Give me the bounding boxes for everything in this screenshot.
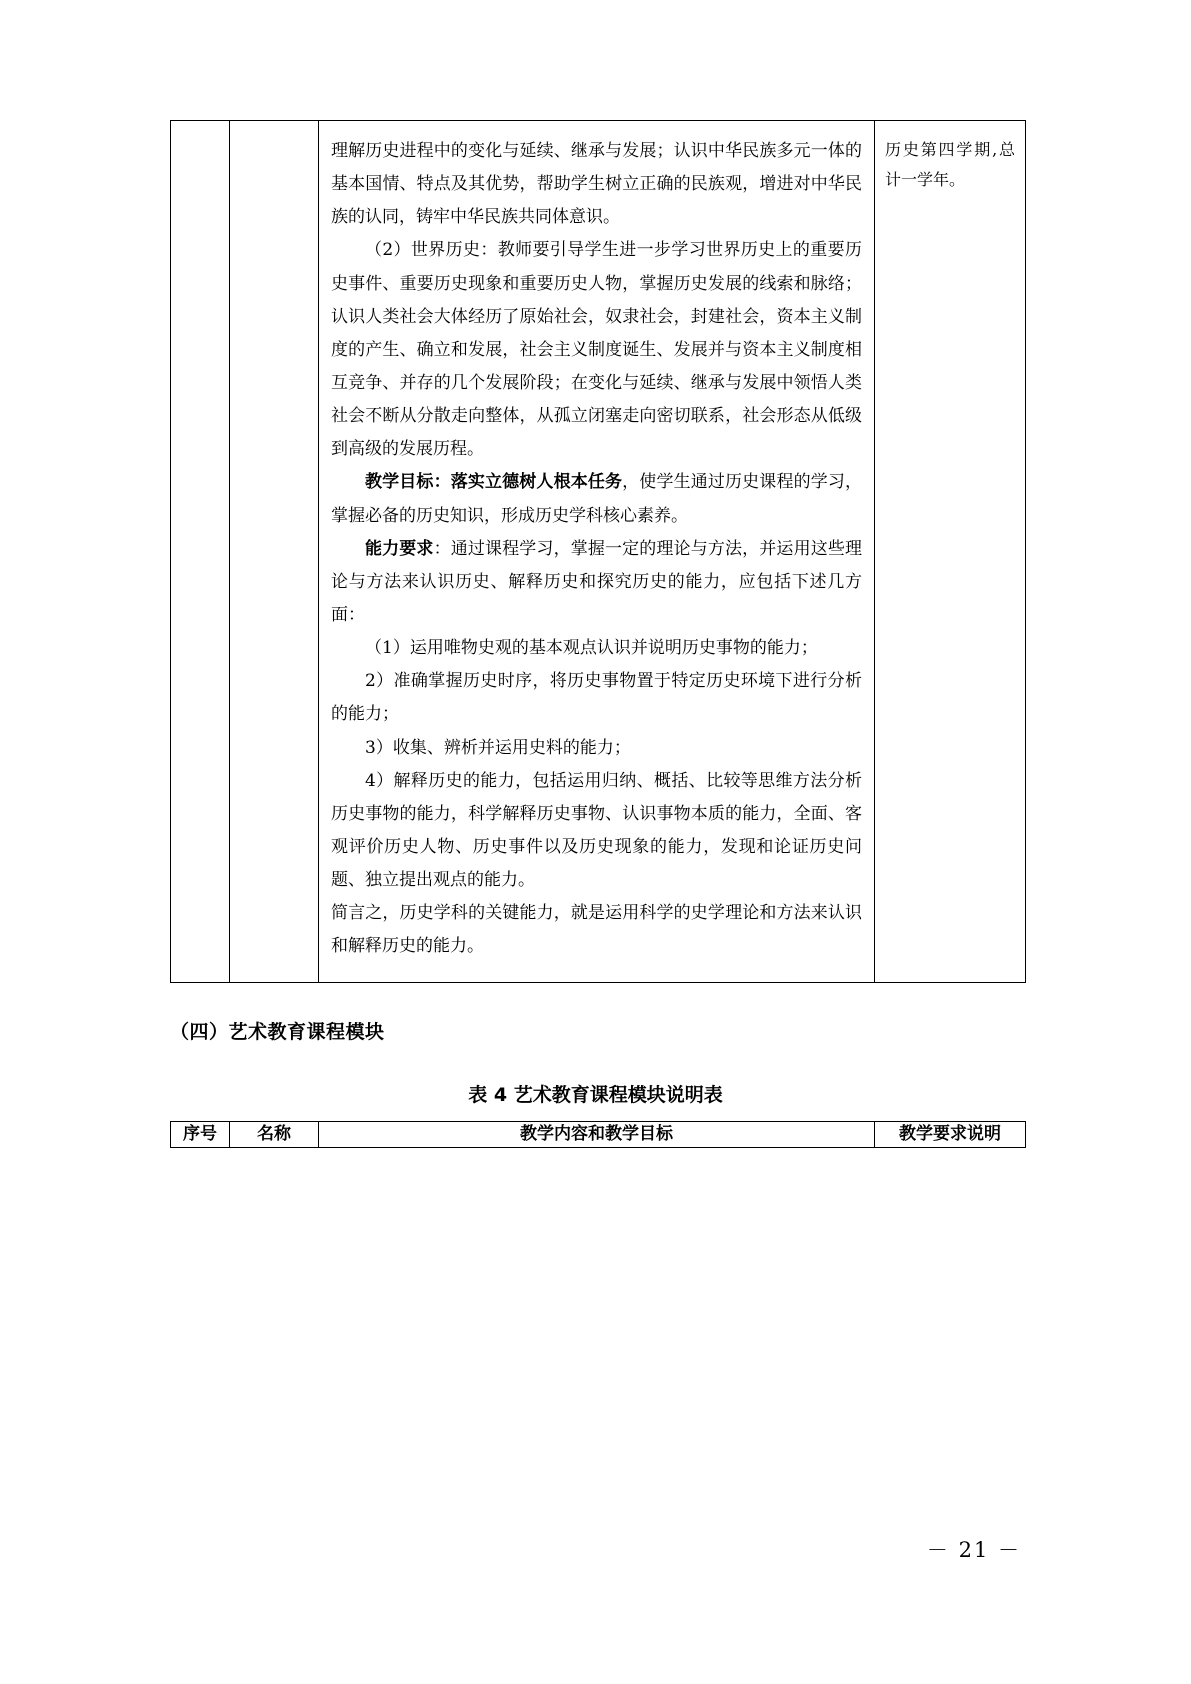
- table-caption: 表 4 艺术教育课程模块说明表: [468, 1083, 723, 1106]
- paragraph-text: 简言之，历史学科的关键能力，就是运用科学的史学理论和方法来认识和解释历史的能力。: [331, 903, 862, 957]
- ability-requirement-label: 能力要求: [365, 538, 434, 559]
- table-header-row: [171, 1121, 1026, 1148]
- paragraph-text: （1）运用唯物史观的基本观点认识并说明历史事物的能力；: [365, 638, 818, 659]
- art-education-table: [170, 1121, 1026, 1149]
- column-header-content: 教学内容和教学目标: [319, 1121, 875, 1148]
- requirement-text: 历史第四学期,总计一学年。: [885, 140, 1015, 190]
- column-header-name: 名称: [230, 1121, 319, 1148]
- paragraph-teaching-goal: [331, 466, 862, 532]
- paragraph-text: 3）收集、辨析并运用史料的能力；: [365, 737, 631, 758]
- column-header-sequence: 序号: [171, 1121, 230, 1148]
- cell-name-empty: [230, 121, 319, 983]
- cell-teaching-requirement: [875, 121, 1026, 983]
- section-heading: （四）艺术教育课程模块: [170, 1020, 385, 1043]
- cell-teaching-content: [319, 121, 875, 983]
- paragraph-text: （2）世界历史：教师要引导学生进一步学习世界历史上的重要历史事件、重要历史现象和重要历史人物，掌握历史发展的线索和脉络；认识人类社会大体经历了原始社会，奴隶社会，封建社会，资本主义制度的产生、确立和发展，社会主义制度诞生、发展并与资本主义制度相互竞争、并存的几个发展阶段；在变化与延续、继承与发展中领悟人类社会不断从分散走向整体，从孤立闭塞走向密切联系，社会形态从低级到高级的发展历程。: [331, 240, 862, 460]
- paragraph-text: 4）解释历史的能力，包括运用归纳、概括、比较等思维方法分析历史事物的能力，科学解释历史事物、认识事物本质的能力，全面、客观评价历史人物、历史事件以及历史现象的能力，发现和论证历史问题、独立提出观点的能力。: [331, 770, 862, 891]
- cell-sequence-empty: [171, 121, 230, 983]
- column-header-requirement: 教学要求说明: [875, 1121, 1026, 1148]
- paragraph-text: 理解历史进程中的变化与延续、继承与发展；认识中华民族多元一体的基本国情、特点及其优势，帮助学生树立正确的民族观，增进对中华民族的认同，铸牢中华民族共同体意识。: [331, 141, 862, 228]
- continued-course-table: [170, 120, 1026, 983]
- teaching-goal-label: 教学目标：落实立德树人根本任务: [365, 472, 623, 493]
- ability-requirement-text: ：通过课程学习，掌握一定的理论与方法，并运用这些理论与方法来认识历史、解释历史和探究历史的能力，应包括下述几方面：: [331, 538, 863, 625]
- teaching-goal-text: ，使学生通过历史课程的学习，掌握必备的历史知识，形成历史学科核心素养。: [331, 472, 863, 526]
- paragraph-ability-requirement: [331, 533, 862, 632]
- page-number: － 21 －: [926, 1538, 1021, 1562]
- paragraph-text: 2）准确掌握历史时序，将历史事物置于特定历史环境下进行分析的能力；: [331, 671, 862, 725]
- table-row: [171, 121, 1026, 983]
